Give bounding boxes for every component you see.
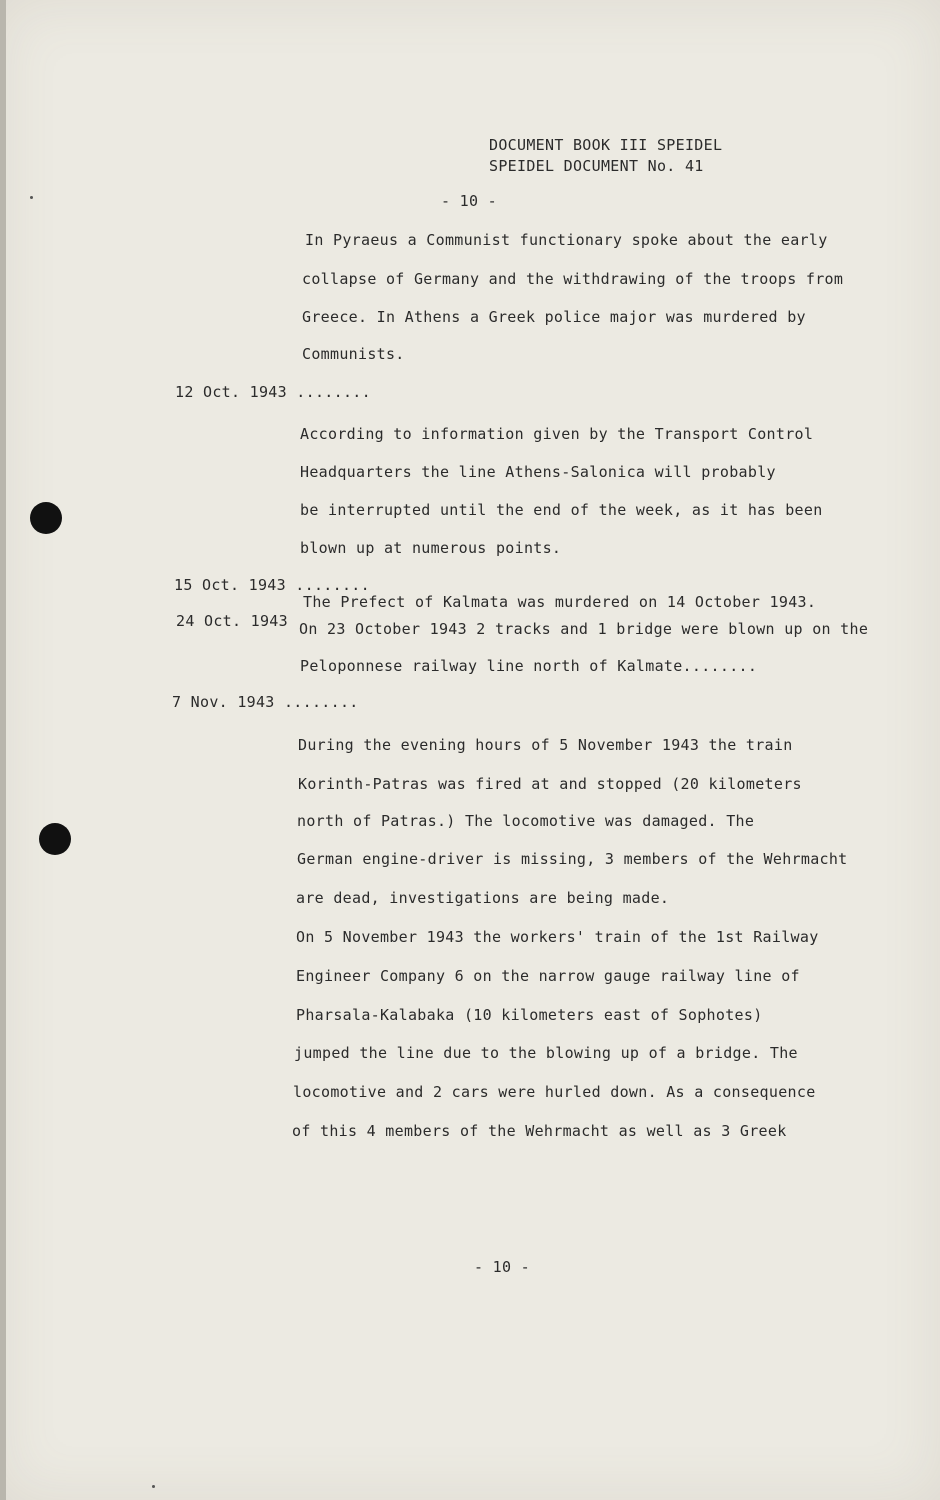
paper-speck: [30, 196, 33, 199]
oct15-line-1: The Prefect of Kalmata was murdered on 14 October 1943.: [303, 593, 817, 611]
nov7-line-4: German engine-driver is missing, 3 members of the Wehrmacht: [297, 850, 848, 868]
intro-line-1: In Pyraeus a Communist functionary spoke about the early: [305, 231, 828, 249]
nov7-line-7: Engineer Company 6 on the narrow gauge railway line of: [296, 967, 800, 985]
punch-hole-top: [30, 502, 62, 534]
nov7-line-9: jumped the line due to the blowing up of a bridge. The: [294, 1044, 798, 1062]
entry-date-7-nov: 7 Nov. 1943 ........: [172, 693, 359, 711]
nov7-line-8: Pharsala-Kalabaka (10 kilometers east of Sophotes): [296, 1006, 763, 1024]
oct12-line-2: Headquarters the line Athens-Salonica will probably: [300, 463, 776, 481]
nov7-line-6: On 5 November 1943 the workers' train of the 1st Railway: [296, 928, 819, 946]
intro-line-4: Communists.: [302, 345, 405, 363]
nov7-line-5: are dead, investigations are being made.: [296, 889, 670, 907]
oct12-line-3: be interrupted until the end of the week, as it has been: [300, 501, 823, 519]
nov7-line-10: locomotive and 2 cars were hurled down. As a consequence: [293, 1083, 816, 1101]
intro-line-2: collapse of Germany and the withdrawing of the troops from: [302, 270, 844, 288]
page-number-top: - 10 -: [441, 192, 497, 210]
oct24-line-2: Peloponnese railway line north of Kalmate........: [300, 657, 758, 675]
oct12-line-1: According to information given by the Transport Control: [300, 425, 814, 443]
entry-date-24-oct: 24 Oct. 1943: [176, 612, 288, 630]
nov7-line-1: During the evening hours of 5 November 1943 the train: [298, 736, 793, 754]
oct24-line-1: On 23 October 1943 2 tracks and 1 bridge were blown up on the: [299, 620, 869, 638]
entry-date-12-oct: 12 Oct. 1943 ........: [175, 383, 371, 401]
paper-speck: [152, 1485, 155, 1488]
nov7-line-2: Korinth-Patras was fired at and stopped (20 kilometers: [298, 775, 802, 793]
page-number-bottom: - 10 -: [474, 1258, 530, 1276]
page-edge: [0, 0, 6, 1500]
nov7-line-11: of this 4 members of the Wehrmacht as well as 3 Greek: [292, 1122, 787, 1140]
oct12-line-4: blown up at numerous points.: [300, 539, 562, 557]
intro-line-3: Greece. In Athens a Greek police major was murdered by: [302, 308, 806, 326]
header-document-book: DOCUMENT BOOK III SPEIDEL: [489, 136, 723, 154]
entry-date-15-oct: 15 Oct. 1943 ........: [174, 576, 370, 594]
header-document-number: SPEIDEL DOCUMENT No. 41: [489, 157, 704, 175]
nov7-line-3: north of Patras.) The locomotive was damaged. The: [297, 812, 755, 830]
punch-hole-bottom: [39, 823, 71, 855]
